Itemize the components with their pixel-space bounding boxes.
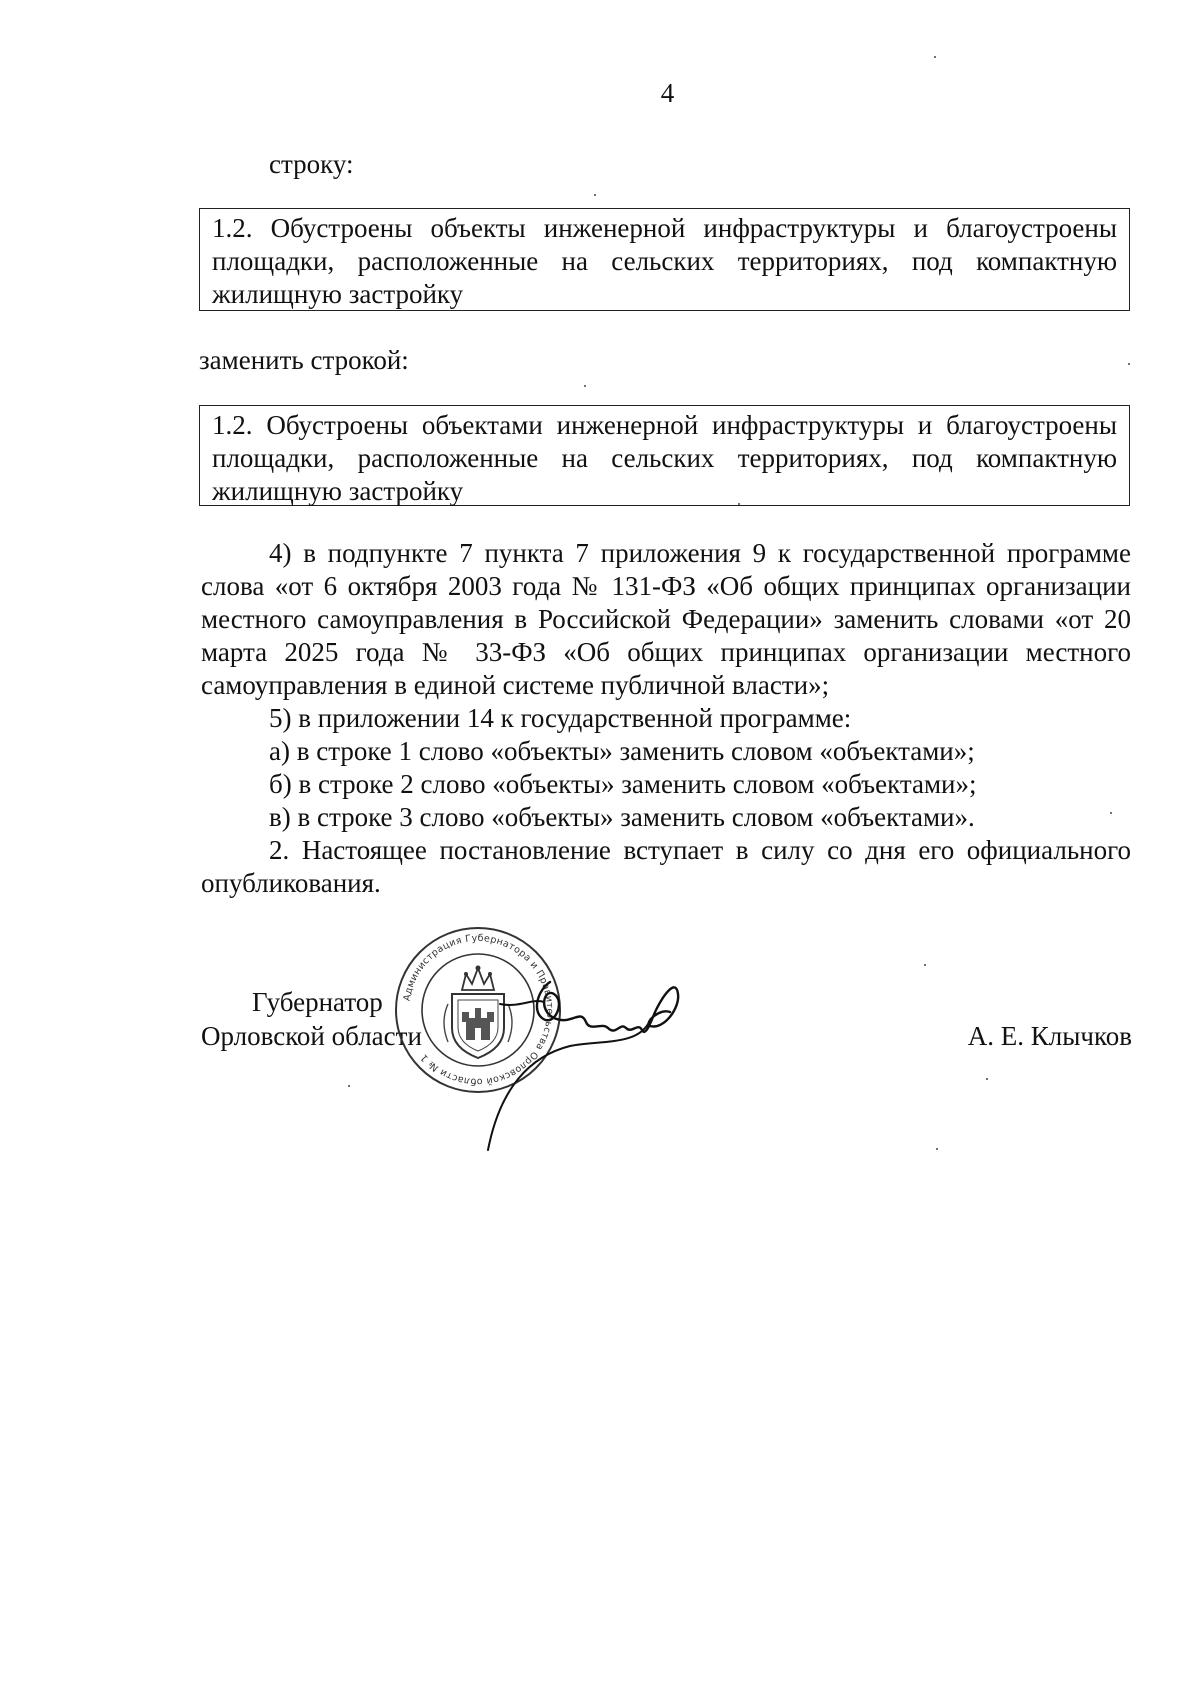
scan-speck [936,1148,938,1150]
paragraph-5b: б) в строке 2 слово «объекты» заменить словом «объектами»; [269,769,977,799]
signature-title-line-1: Губернатор [252,987,383,1017]
scan-speck [1110,812,1112,814]
scan-speck [584,385,586,387]
handwritten-signature-icon [480,968,730,1158]
scan-speck [986,1078,988,1080]
paragraph-5v: в) в строке 3 слово «объекты» заменить словом «объектами». [269,802,975,832]
scan-speck [924,964,926,966]
scan-speck [594,194,596,196]
paragraph-4: 4) в подпункте 7 пункта 7 приложения 9 к государственной программе слова «от 6 октября 2003 года № 131-ФЗ «Об общих принципах организации местного самоуправления в Российской Федерации» заменить словами «от 20 марта 2025 года № 33-ФЗ «Об общих принципах организации местного самоуправления в единой системе публичной власти»; [201,538,1131,700]
scan-speck [348,1085,350,1087]
scan-speck [1128,363,1130,365]
signatory-name: А. Е. Клычков [967,1021,1132,1051]
signature-title-line-2: Орловской области [201,1021,422,1051]
paragraph-2: 2. Настоящее постановление вступает в силу со дня его официального опубликования. [201,835,1131,898]
box-old-text: 1.2. Обустроены объекты инженерной инфраструктуры и благоустроены площадки, расположенные на сельских территориях, под компактную жилищную застройку [212,213,1117,309]
lead-new-line: заменить строкой: [199,345,409,375]
box-old [199,208,1130,311]
paragraph-5a: а) в строке 1 слово «объекты» заменить словом «объектами»; [269,736,975,766]
box-new [199,405,1130,506]
signature-title [201,985,422,1053]
svg-text:Администрация Губернатора и Пр: Администрация Губернатора и Правительства Орловской области № 1 [401,932,556,1088]
box-new-text: 1.2. Обустроены объектами инженерной инфраструктуры и благоустроены площадки, расположенные на сельских территориях, под компактную жилищную застройку [212,410,1117,506]
page-number: 4 [660,78,675,108]
scan-speck [738,503,740,505]
paragraph-5: 5) в приложении 14 к государственной программе: [269,703,852,733]
amendment-body [201,537,1131,900]
scan-speck [934,56,936,58]
lead-old-line: строку: [269,149,354,179]
